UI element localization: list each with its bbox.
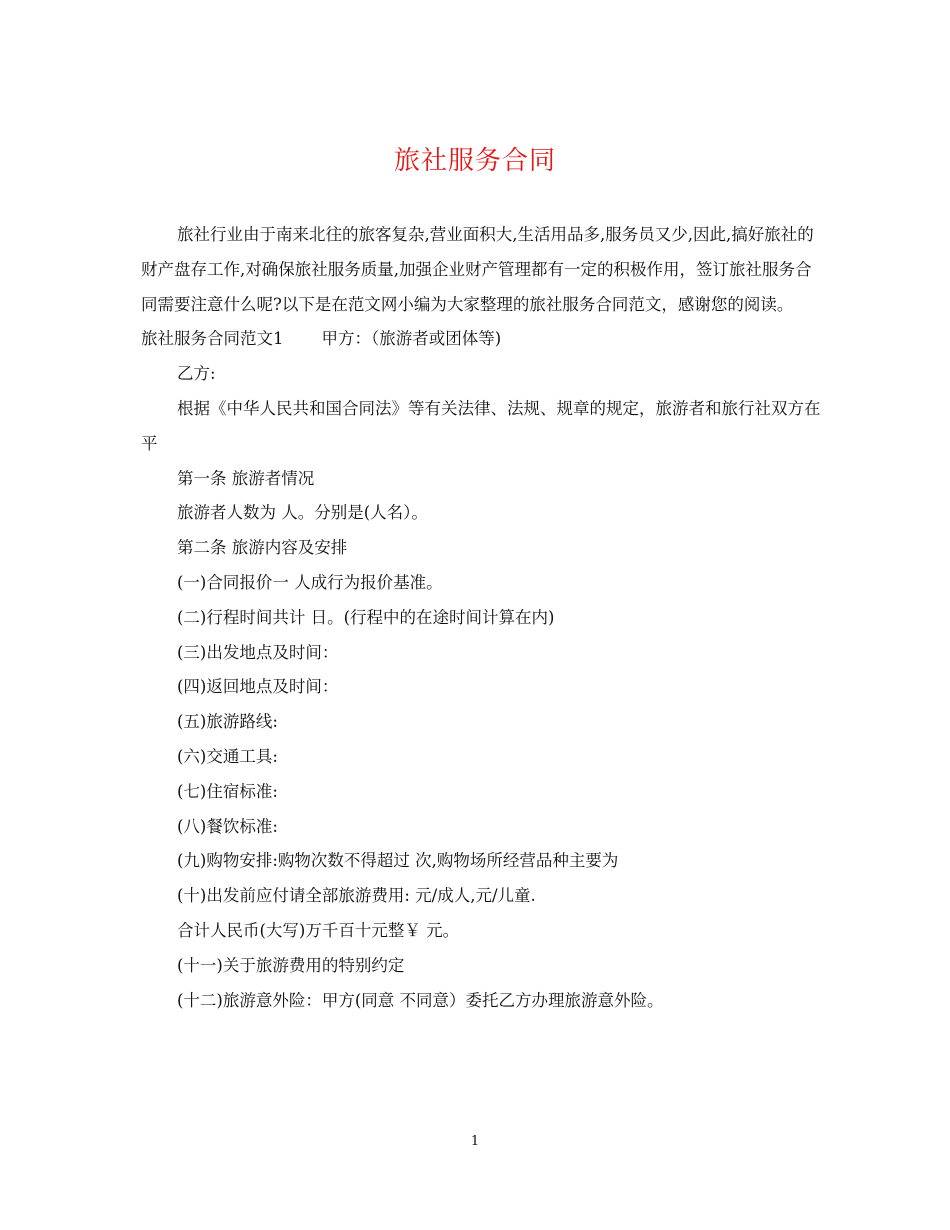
list-item: (十一)关于旅游费用的特别约定 — [177, 955, 405, 975]
list-item: (八)餐饮标准: — [177, 816, 278, 836]
document-body — [141, 218, 821, 1018]
list-item: (四)返回地点及时间： — [177, 677, 339, 697]
party-a: 甲方：（旅游者或团体等) — [321, 329, 502, 349]
intro-paragraph: 旅社行业由于南来北往的旅客复杂,营业面积大,生活用品多,服务员又少,因此,搞好旅社的财产盘存工作,对确保旅社服务质量,加强企业财产管理都有一定的积极作用，签订旅社服务合同需要注意什么呢?以下是在范文网小编为大家整理的旅社服务合同范文，感谢您的阅读。 — [141, 225, 814, 314]
article1-title: 第一条 旅游者情况 — [177, 468, 315, 488]
list-item: 合计人民币(大写)万千百十元整￥ 元。 — [177, 920, 460, 940]
list-item: (二)行程时间共计 日。(行程中的在途时间计算在内) — [177, 607, 555, 627]
page-number: 1 — [470, 1134, 480, 1149]
sample-heading: 旅社服务合同范文1 — [141, 329, 284, 349]
party-b: 乙方: — [177, 364, 216, 384]
article1-line: 旅游者人数为 人。分别是(人名）。 — [177, 503, 428, 523]
basis-paragraph: 根据《中华人民共和国合同法》等有关法律、法规、规章的规定，旅游者和旅行社双方在平 — [141, 398, 821, 453]
list-item: (十)出发前应付请全部旅游费用: 元/成人,元/儿童. — [177, 886, 536, 906]
list-item: (十二)旅游意外险：甲方(同意 不同意）委托乙方办理旅游意外险。 — [177, 990, 664, 1010]
list-item: (一)合同报价一 人成行为报价基准。 — [177, 572, 443, 592]
document-title: 旅社服务合同 — [393, 146, 556, 176]
list-item: (五)旅游路线: — [177, 712, 278, 732]
list-item: (九)购物安排:购物次数不得超过 次,购物场所经营品种主要为 — [177, 851, 619, 871]
article2-title: 第二条 旅游内容及安排 — [177, 538, 348, 558]
list-item: (六)交通工具: — [177, 746, 278, 766]
list-item: (七)住宿标准: — [177, 781, 278, 801]
sample-heading-line — [141, 322, 821, 357]
list-item: (三)出发地点及时间： — [177, 642, 339, 662]
